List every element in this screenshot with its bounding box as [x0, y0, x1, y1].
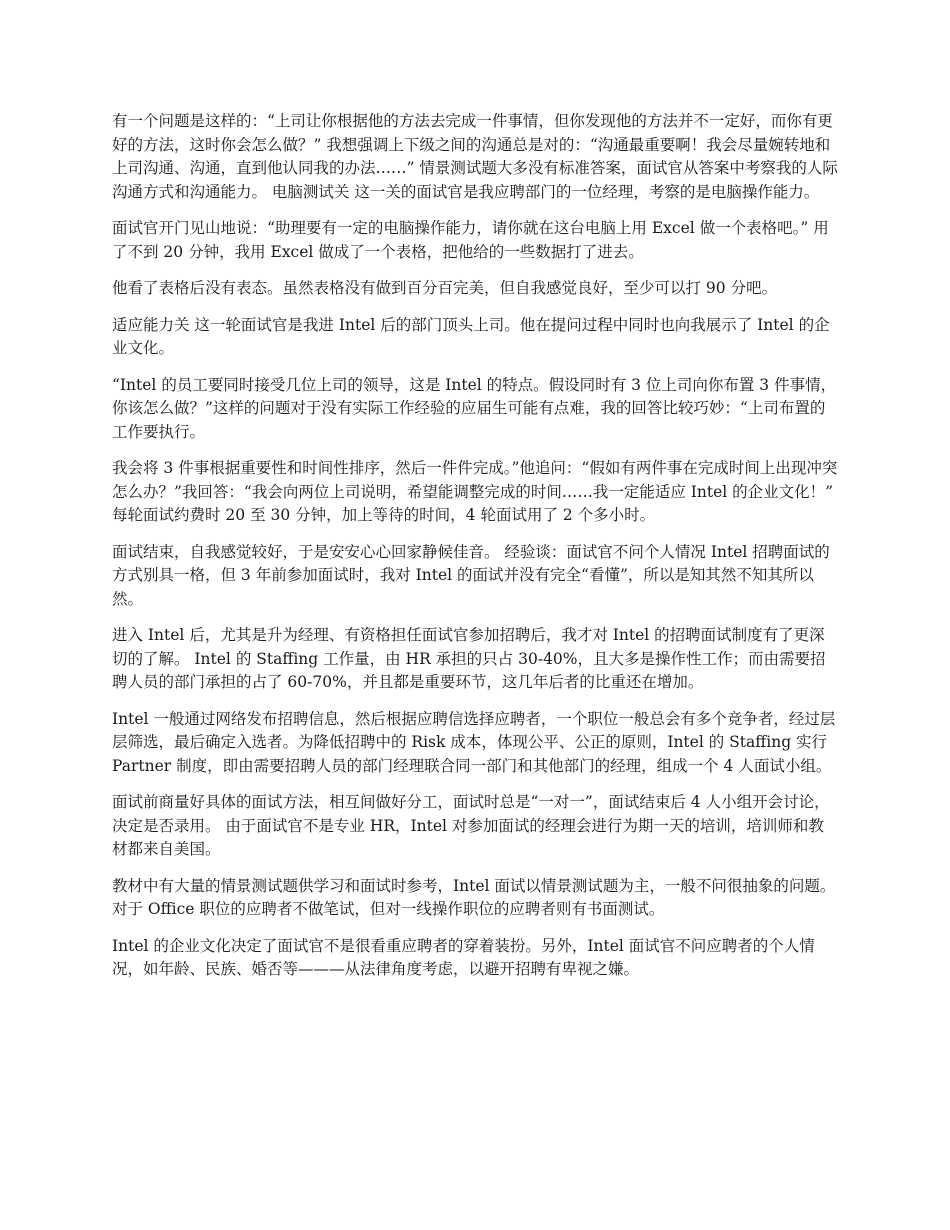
paragraph-11: 教材中有大量的情景测试题供学习和面试时参考，Intel 面试以情景测试题为主，一般不问很抽象的问题。对于 Office 职位的应聘者不做笔试，但对一线操作职位的应聘者则有书面测试。: [112, 876, 836, 918]
paragraph-3: 他看了表格后没有表态。虽然表格没有做到百分百完美，但自我感觉良好，至少可以打 90 分吧。: [112, 279, 778, 297]
paragraph-9: Intel 一般通过网络发布招聘信息，然后根据应聘信选择应聘者，一个职位一般总会有多个竞争者，经过层层筛选，最后确定入选者。为降低招聘中的 Risk 成本，体现公平、公正的原则，Intel 的 Staffing 实行 Partner 制度，即由需要招聘人员的部门经理联合同一部门和其他部门的经理，组成一个 4 人面试小组。: [112, 709, 836, 775]
paragraph-6: 我会将 3 件事根据重要性和时间性排序，然后一件件完成。”他追问：“假如有两件事在完成时间上出现冲突怎么办？”我回答：“我会向两位上司说明，希望能调整完成的时间……我一定能适应 Intel 的企业文化！” 每轮面试约费时 20 至 30 分钟，加上等待的时间，4 轮面试用了 2 个多小时。: [112, 459, 838, 524]
paragraph-12: Intel 的企业文化决定了面试官不是很看重应聘者的穿着装扮。另外，Intel 面试官不问应聘者的个人情况，如年龄、民族、婚否等———从法律角度考虑，以避开招聘有卑视之嫌。: [112, 936, 815, 978]
document-body: [112, 110, 838, 995]
paragraph-7: 面试结束，自我感觉较好，于是安安心心回家静候佳音。 经验谈：面试官不问个人情况 Intel 招聘面试的方式别具一格，但 3 年前参加面试时，我对 Intel 的面试并没有完全“看懂”，所以是知其然不知其所以然。: [112, 542, 830, 608]
paragraph-8: 进入 Intel 后，尤其是升为经理、有资格担任面试官参加招聘后，我才对 Intel 的招聘面试制度有了更深切的了解。 Intel 的 Staffing 工作量，由 HR 承担的只占 30-40%，且大多是操作性工作；而由需要招聘人员的部门承担的占了 60-70%，并且都是重要环节，这几年后者的比重还在增加。: [112, 626, 826, 691]
paragraph-10: 面试前商量好具体的面试方法，相互间做好分工，面试时总是“一对一”，面试结束后 4 人小组开会讨论，决定是否录用。 由于面试官不是专业 HR，Intel 对参加面试的经理会进行为期一天的培训，培训师和教材都来自美国。: [112, 793, 830, 858]
paragraph-5: “Intel 的员工要同时接受几位上司的领导，这是 Intel 的特点。假设同时有 3 位上司向你布置 3 件事情，你该怎么做？”这样的问题对于没有实际工作经验的应届生可能有点难，我的回答比较巧妙：“上司布置的工作要执行。: [112, 375, 837, 441]
paragraph-2: 面试官开门见山地说：“助理要有一定的电脑操作能力，请你就在这台电脑上用 Excel 做一个表格吧。” 用了不到 20 分钟，我用 Excel 做成了一个表格，把他给的一些数据打了进去。: [112, 219, 829, 261]
paragraph-4: 适应能力关 这一轮面试官是我进 Intel 后的部门顶头上司。他在提问过程中同时也向我展示了 Intel 的企业文化。: [112, 315, 830, 357]
paragraph-1: 有一个问题是这样的：“上司让你根据他的方法去完成一件事情，但你发现他的方法并不一定好，而你有更好的方法，这时你会怎么做？” 我想强调上下级之间的沟通总是对的：“沟通最重要啊！我会尽量婉转地和上司沟通、沟通，直到他认同我的办法……” 情景测试题大多没有标准答案，面试官从答案中考察我的人际沟通方式和沟通能力。 电脑测试关 这一关的面试官是我应聘部门的一位经理，考察的是电脑操作能力。: [112, 112, 838, 201]
